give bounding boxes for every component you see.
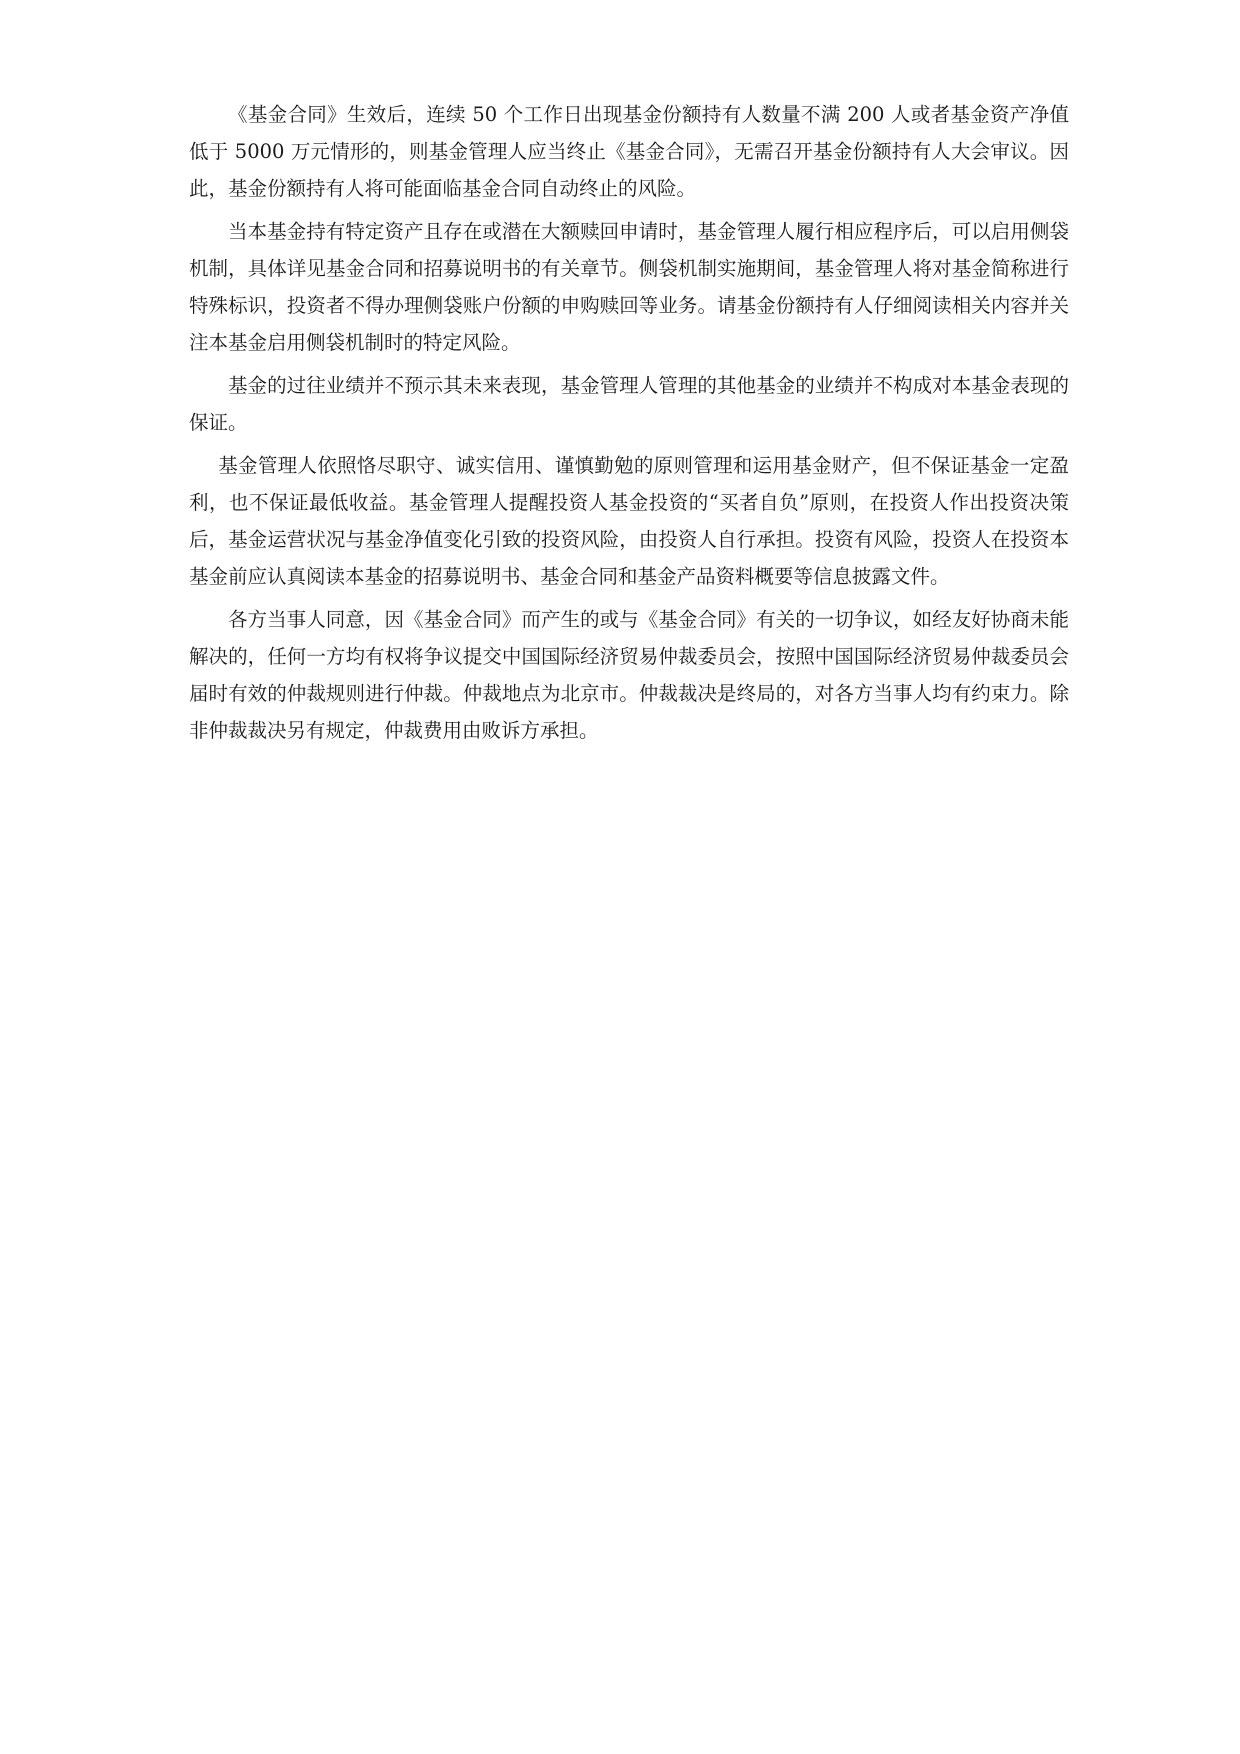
paragraph-fund-contract-termination: 《基金合同》生效后，连续 50 个工作日出现基金份额持有人数量不满 200 人或者基金资产净值低于 5000 万元情形的，则基金管理人应当终止《基金合同》，无需召开基金份额持有人大会审议。因此，基金份额持有人将可能面临基金合同自动终止的风险。	[189, 103, 1069, 200]
paragraph-manager-duty-risk: 基金管理人依照恪尽职守、诚实信用、谨慎勤勉的原则管理和运用基金财产，但不保证基金一定盈利，也不保证最低收益。基金管理人提醒投资人基金投资的“买者自负”原则，在投资人作出投资决策后，基金运营状况与基金净值变化引致的投资风险，由投资人自行承担。投资有风险，投资人在投资本基金前应认真阅读本基金的招募说明书、基金合同和基金产品资料概要等信息披露文件。	[189, 454, 1069, 588]
paragraph-past-performance: 基金的过往业绩并不预示其未来表现，基金管理人管理的其他基金的业绩并不构成对本基金表现的保证。	[189, 374, 1069, 434]
paragraph-arbitration: 各方当事人同意，因《基金合同》而产生的或与《基金合同》有关的一切争议，如经友好协商未能解决的，任何一方均有权将争议提交中国国际经济贸易仲裁委员会，按照中国国际经济贸易仲裁委员会届时有效的仲裁规则进行仲裁。仲裁地点为北京市。仲裁裁决是终局的，对各方当事人均有约束力。除非仲裁裁决另有规定，仲裁费用由败诉方承担。	[189, 608, 1069, 742]
paragraph-side-pocket-mechanism: 当本基金持有特定资产且存在或潜在大额赎回申请时，基金管理人履行相应程序后，可以启用侧袋机制，具体详见基金合同和招募说明书的有关章节。侧袋机制实施期间，基金管理人将对基金简称进行特殊标识，投资者不得办理侧袋账户份额的申购赎回等业务。请基金份额持有人仔细阅读相关内容并关注本基金启用侧袋机制时的特定风险。	[189, 220, 1069, 354]
document-body	[189, 96, 1069, 749]
